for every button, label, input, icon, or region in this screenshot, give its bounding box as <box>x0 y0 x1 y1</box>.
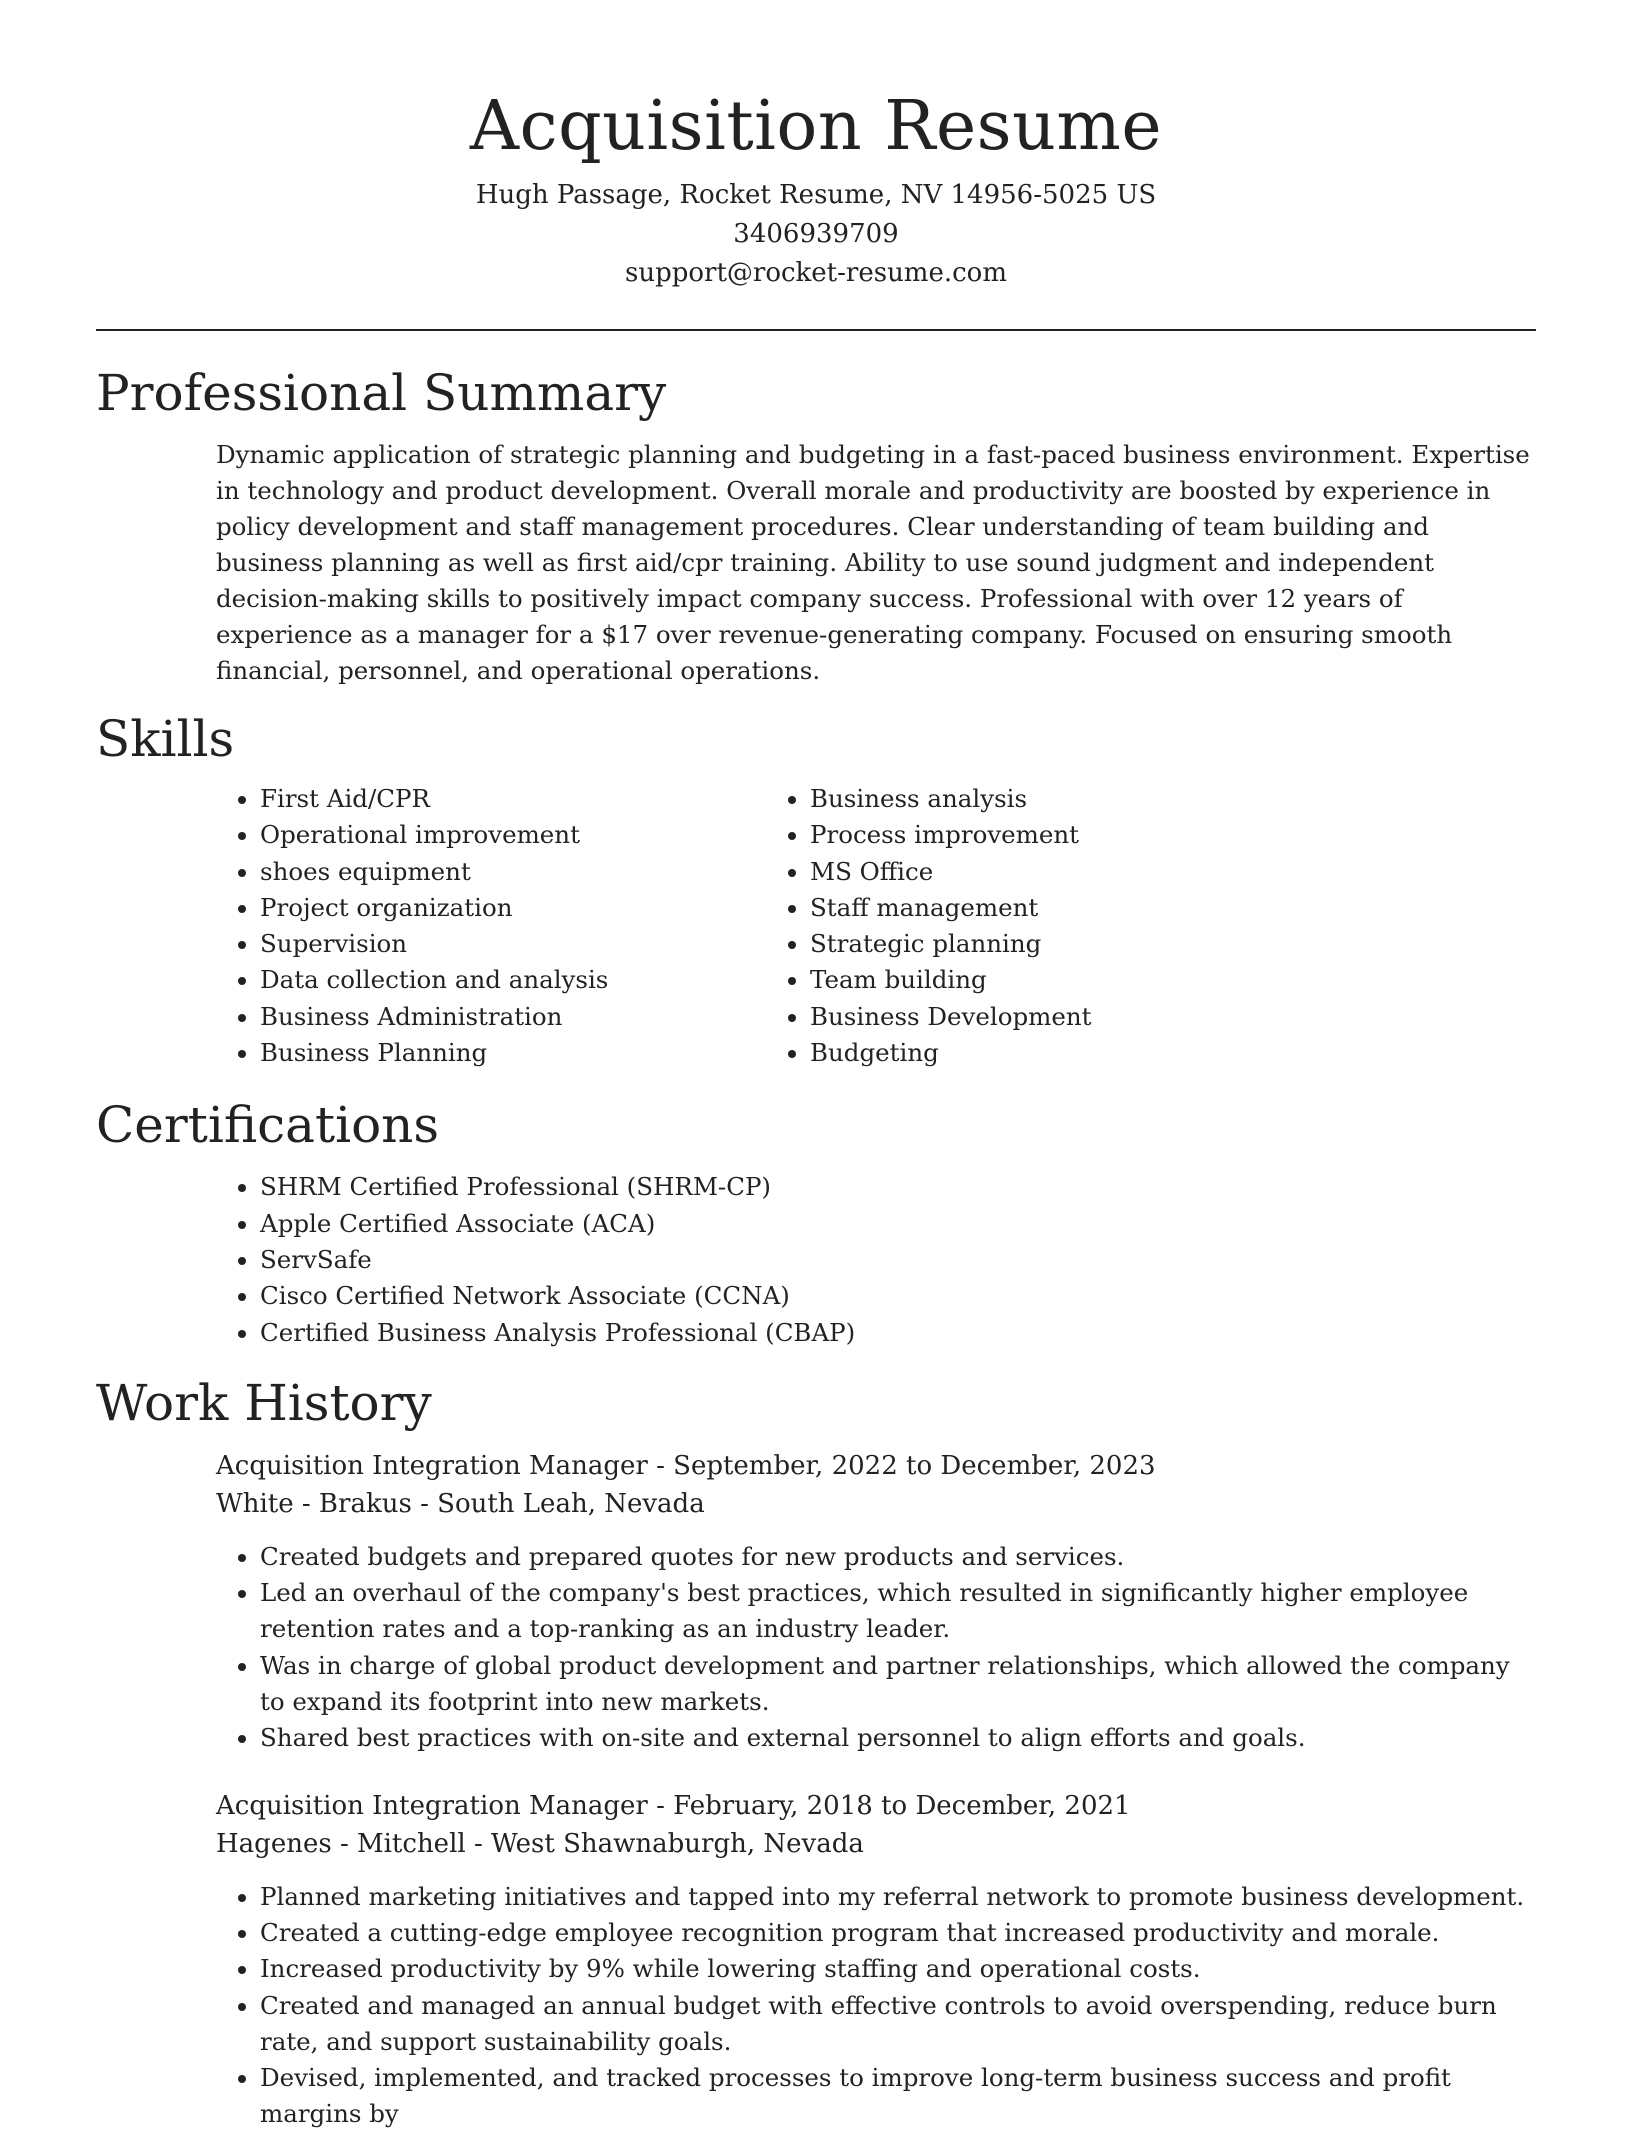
skill-item: • Supervision <box>260 926 746 962</box>
job-company: White - Brakus <box>216 1488 412 1519</box>
skill-item: • Operational improvement <box>260 817 746 853</box>
skill-item: • Business analysis <box>810 781 1536 817</box>
job-bullet: • Led an overhaul of the company's best practices, which resulted in significantly higher employee retention rates and a top-ranking as an industry leader. <box>260 1575 1536 1648</box>
summary-section <box>96 363 1536 689</box>
job-bullet: • Devised, implemented, and tracked processes to improve long-term business success and profit margins by <box>260 2060 1536 2133</box>
skill-item: • First Aid/CPR <box>260 781 746 817</box>
contact-address: Hugh Passage, Rocket Resume, NV 14956-5025 US <box>475 180 1157 210</box>
certification-item: • Cisco Certified Network Associate (CCNA) <box>260 1278 1536 1314</box>
summary-text: Dynamic application of strategic planning and budgeting in a fast-paced business environment. Expertise in technology and product development. Overall morale and productivity are boosted by experience in policy development and staff management procedures. Clear understanding of team building and business planning as well as first aid/cpr training. Ability to use sound judgment and independent decision-making skills to positively impact company success. Professional with over 12 years of experience as a manager for a $17 over revenue-generating company. Focused on ensuring smooth financial, personnel, and operational operations. <box>216 440 1530 685</box>
job-location: - West Shawnaburgh, Nevada <box>465 1828 864 1859</box>
skill-item: • Strategic planning <box>810 926 1536 962</box>
job-title-line <box>216 1787 1536 1825</box>
work-history-heading: Work History <box>96 1373 432 1432</box>
skill-item: • Process improvement <box>810 817 1536 853</box>
certification-item: • Apple Certified Associate (ACA) <box>260 1206 1536 1242</box>
certifications-heading: Certifications <box>96 1096 440 1155</box>
resume-page <box>96 0 1536 2133</box>
job-company: Hagenes - Mitchell <box>216 1828 466 1859</box>
job-title: Acquisition Integration Manager <box>216 1790 648 1821</box>
contact-block <box>96 176 1536 293</box>
skill-item: • shoes equipment <box>260 854 746 890</box>
job-bullet: • Was in charge of global product development and partner relationships, which allowed the company to expand its footprint into new markets. <box>260 1648 1536 1721</box>
job-bullet: • Increased productivity by 9% while lowering staffing and operational costs. <box>260 1951 1536 1987</box>
skills-section <box>96 709 1536 1071</box>
summary-heading: Professional Summary <box>96 364 667 422</box>
skill-item: • Data collection and analysis <box>260 962 746 998</box>
job-title: Acquisition Integration Manager <box>216 1450 648 1481</box>
certification-item: • ServSafe <box>260 1242 1536 1278</box>
resume-header <box>96 0 1536 293</box>
certifications-section <box>96 1095 1536 1350</box>
job-bullets <box>216 1879 1536 2133</box>
job-bullet: • Created and managed an annual budget with effective controls to avoid overspending, reduce burn rate, and support sustainability goals. <box>260 1988 1536 2061</box>
skills-list-left <box>96 781 746 1071</box>
skill-item: • MS Office <box>810 854 1536 890</box>
skill-item: • Project organization <box>260 890 746 926</box>
job-entry <box>216 1447 1536 1757</box>
work-history-section <box>96 1373 1536 2133</box>
certification-item: • SHRM Certified Professional (SHRM-CP) <box>260 1169 1536 1205</box>
skills-columns <box>96 781 1536 1071</box>
job-title-line <box>216 1447 1536 1485</box>
job-bullet: • Created a cutting-edge employee recognition program that increased productivity and morale. <box>260 1915 1536 1951</box>
job-bullet: • Created budgets and prepared quotes for new products and services. <box>260 1539 1536 1575</box>
job-dates: - February, 2018 to December, 2021 <box>647 1790 1131 1821</box>
skill-item: • Business Development <box>810 999 1536 1035</box>
job-location: - South Leah, Nevada <box>411 1488 705 1519</box>
contact-email: support@rocket-resume.com <box>624 258 1007 288</box>
resume-title: Acquisition Resume <box>469 87 1163 166</box>
job-company-line <box>216 1825 1536 1863</box>
skill-item: • Business Administration <box>260 999 746 1035</box>
header-divider <box>96 329 1536 331</box>
certification-item: • Certified Business Analysis Professional (CBAP) <box>260 1315 1536 1351</box>
skill-item: • Business Planning <box>260 1035 746 1071</box>
contact-phone: 3406939709 <box>733 219 899 249</box>
job-bullets <box>216 1539 1536 1757</box>
job-entry <box>216 1787 1536 2133</box>
skill-item: • Budgeting <box>810 1035 1536 1071</box>
job-bullet: • Shared best practices with on-site and external personnel to align efforts and goals. <box>260 1720 1536 1756</box>
job-dates: - September, 2022 to December, 2023 <box>647 1450 1156 1481</box>
certifications-list <box>96 1169 1536 1350</box>
skills-list-right <box>746 781 1536 1071</box>
job-bullet: • Planned marketing initiatives and tapped into my referral network to promote business development. <box>260 1879 1536 1915</box>
skill-item: • Staff management <box>810 890 1536 926</box>
job-company-line <box>216 1485 1536 1523</box>
skills-heading: Skills <box>96 710 235 768</box>
skill-item: • Team building <box>810 962 1536 998</box>
